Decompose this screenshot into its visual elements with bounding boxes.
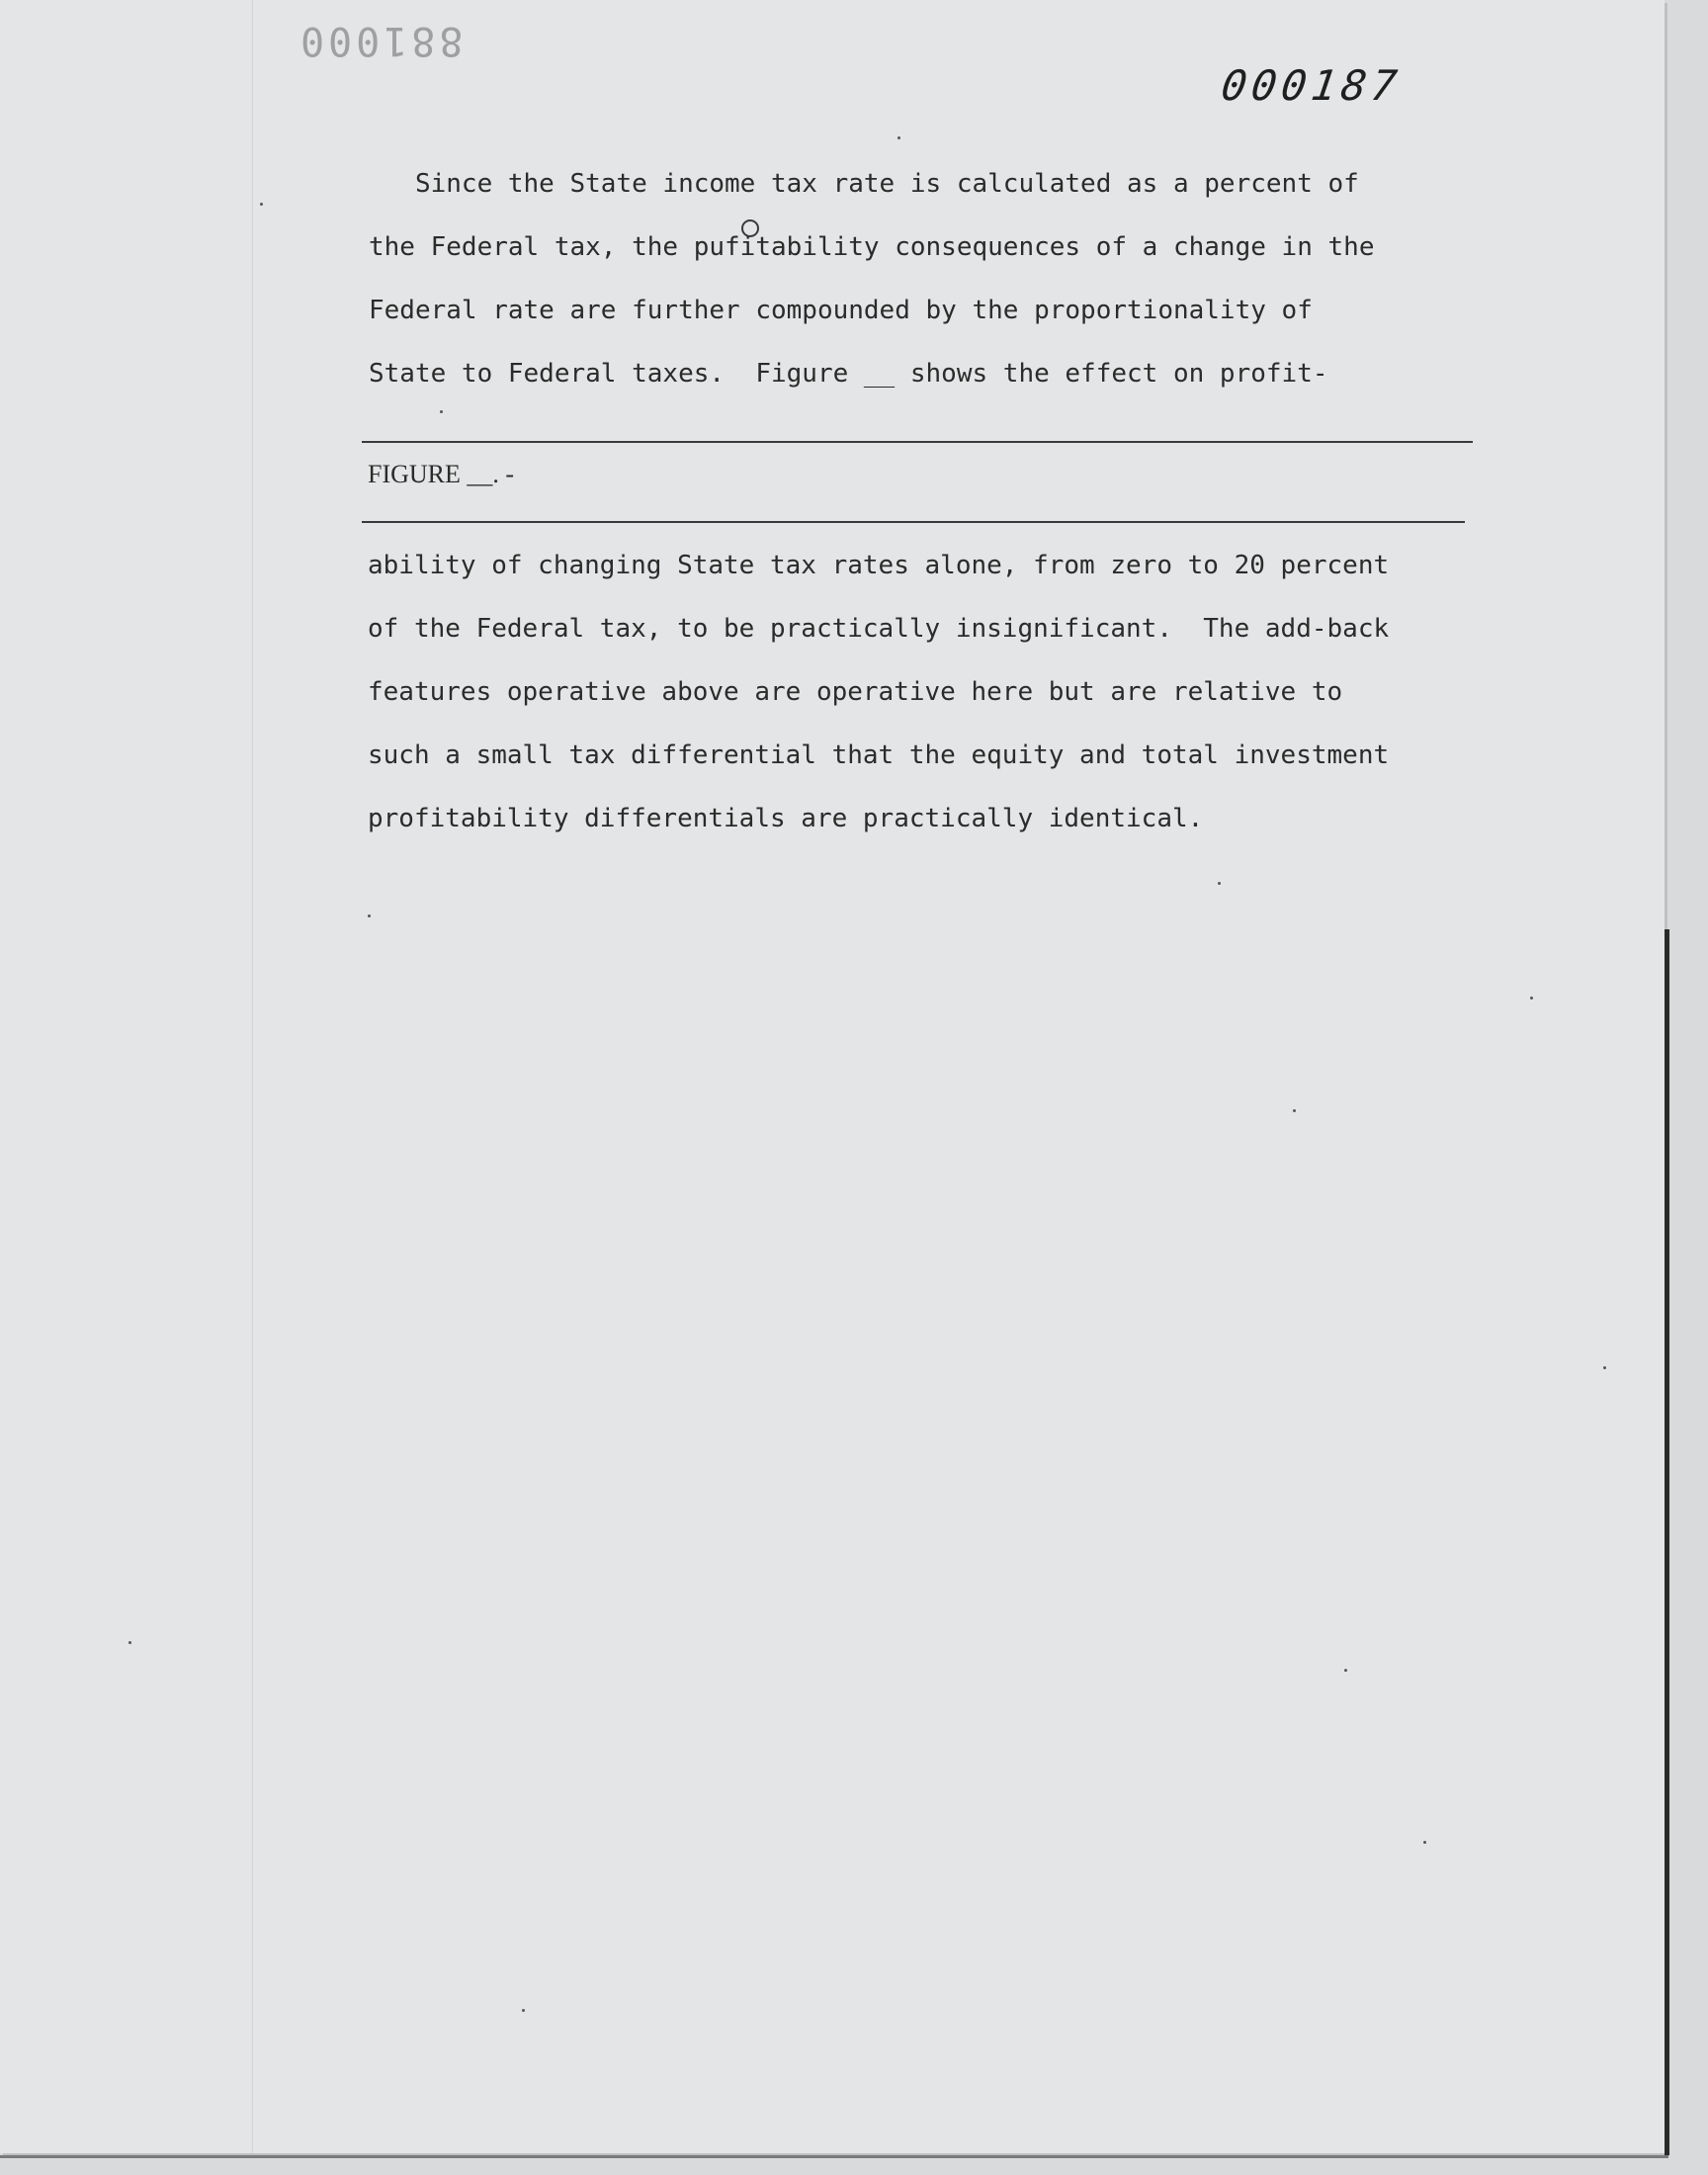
paragraph-2-line-1: ability of changing State tax rates alone, from zero to 20 percent bbox=[368, 551, 1390, 580]
paragraph-2-line-4: such a small tax differential that the equity and total investment bbox=[368, 740, 1390, 770]
paragraph-2 bbox=[368, 534, 1475, 850]
paragraph-1-line-2: the Federal tax, the pufitability consequences of a change in the bbox=[369, 232, 1375, 262]
paragraph-2-line-3: features operative above are operative here but are relative to bbox=[368, 677, 1343, 707]
paper-speck bbox=[260, 203, 263, 206]
paragraph-1-line-4: State to Federal taxes. Figure __ shows the effect on profit- bbox=[369, 359, 1328, 389]
page-right-edge-shadow bbox=[1665, 929, 1669, 2155]
paper-speck bbox=[522, 2009, 525, 2012]
page-stamp-number: 000187 bbox=[1218, 61, 1406, 110]
paper-speck bbox=[440, 410, 443, 413]
paper-speck bbox=[128, 1641, 131, 1644]
paper-speck bbox=[897, 136, 900, 139]
paper-speck bbox=[1603, 1366, 1606, 1369]
paragraph-1-line-3: Federal rate are further compounded by the proportionality of bbox=[369, 296, 1313, 325]
paragraph-1 bbox=[369, 152, 1476, 405]
figure-caption: FIGURE __. - bbox=[368, 460, 515, 488]
paragraph-2-line-5: profitability differentials are practically identical. bbox=[368, 804, 1204, 833]
faded-stamp-number: 881000 bbox=[297, 18, 464, 63]
handwritten-correction-mark bbox=[741, 219, 759, 237]
paragraph-2-line-2: of the Federal tax, to be practically insignificant. The add-back bbox=[368, 614, 1390, 644]
figure-rule-bottom bbox=[362, 521, 1465, 523]
figure-rule-top bbox=[362, 441, 1473, 443]
paper-speck bbox=[1530, 997, 1533, 1000]
paper-speck bbox=[1293, 1109, 1296, 1112]
paper-speck bbox=[1344, 1669, 1347, 1672]
paper-speck bbox=[368, 914, 371, 917]
page-bottom-edge bbox=[0, 2155, 1668, 2158]
paper-speck bbox=[1423, 1841, 1426, 1844]
paragraph-1-line-1: Since the State income tax rate is calculated as a percent of bbox=[369, 169, 1359, 199]
page-fold-line bbox=[252, 0, 253, 2153]
paper-speck bbox=[1218, 882, 1221, 885]
